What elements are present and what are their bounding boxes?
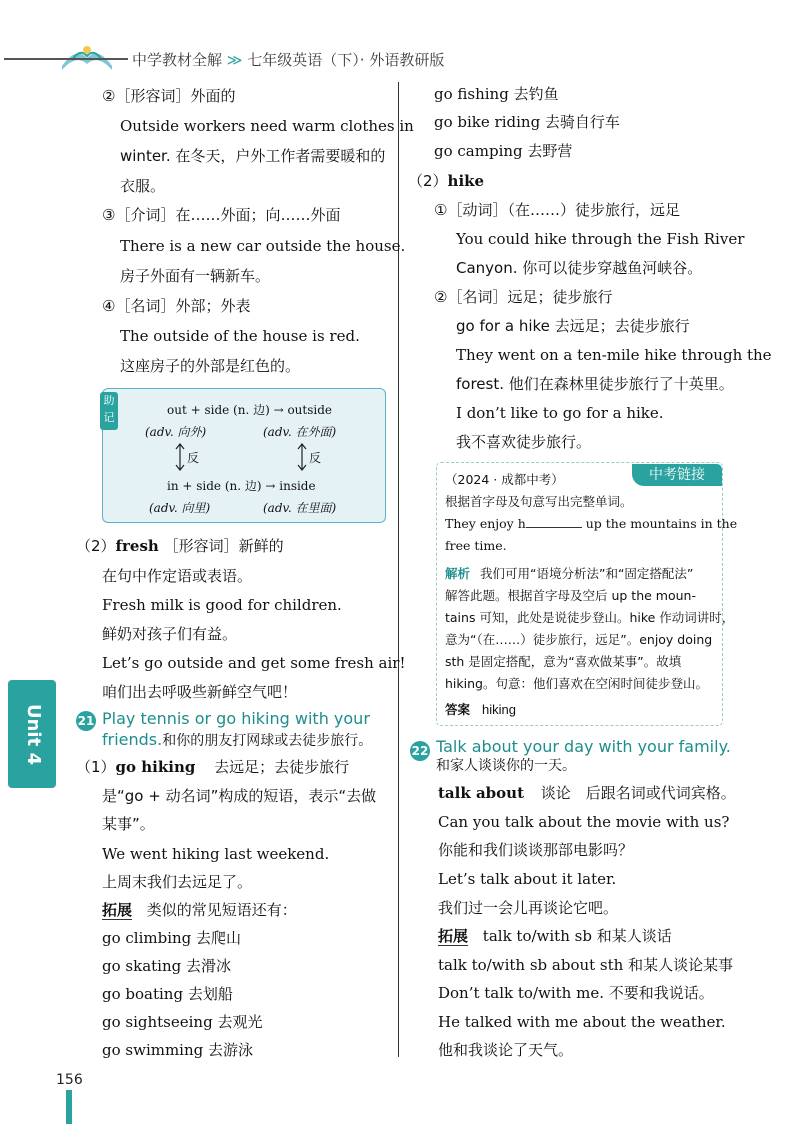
example-cn: forest. 他们在森林里徒步旅行了十英里。 bbox=[456, 375, 734, 393]
phrase-item: go sightseeing 去观光 bbox=[102, 1013, 263, 1031]
usage-note: 在句中作定语或表语。 bbox=[102, 567, 253, 585]
memo-row1-a: (adv. 向外) bbox=[145, 425, 207, 439]
example-en: I don’t like to go for a hike. bbox=[456, 404, 664, 422]
example-cn: 房子外面有一辆新车。 bbox=[120, 267, 271, 285]
extension-line: 拓展 talk to/with sb 和某人谈话 bbox=[438, 927, 672, 945]
example-cn: 我们过一会儿再谈论它吧。 bbox=[438, 899, 619, 917]
section-number-22: 22 bbox=[410, 741, 430, 761]
memory-aid-box bbox=[102, 388, 386, 523]
phrase-item: go bike riding 去骑自行车 bbox=[434, 113, 620, 131]
analysis-label: 解析 bbox=[445, 566, 471, 581]
exam-link-box bbox=[436, 462, 738, 726]
sense-2: ②［形容词］外面的 bbox=[102, 87, 236, 105]
section-21-heading: Play tennis or go hiking with your bbox=[102, 709, 370, 728]
example-cn: 上周末我们去远足了。 bbox=[102, 873, 253, 891]
example-cn: 鲜奶对孩子们有益。 bbox=[102, 625, 238, 643]
phrase-item: go camping 去野营 bbox=[434, 142, 573, 160]
example-en: They went on a ten-mile hike through the bbox=[456, 346, 772, 364]
analysis-line: 解答此题。根据首字母及空后 up the moun- bbox=[445, 588, 696, 603]
section-number-21: 21 bbox=[76, 711, 96, 731]
book-subtitle: 七年级英语（下）· 外语教研版 bbox=[247, 51, 445, 69]
header-title: 中学教材全解 ≫ 七年级英语（下）· 外语教研版 bbox=[132, 51, 445, 69]
memo-row2-a: (adv. 向里) bbox=[149, 501, 211, 515]
headword-fresh: fresh bbox=[115, 537, 159, 555]
example-cn: 咱们出去呼吸些新鲜空气吧！ bbox=[102, 683, 298, 701]
memo-row1: out + side (n. 边) → outside bbox=[167, 403, 333, 417]
headword-go-hiking: go hiking bbox=[115, 758, 196, 776]
headword-talk-about: talk about bbox=[438, 784, 525, 802]
extension-label: 拓展 bbox=[438, 927, 469, 945]
analysis-line: sth 是固定搭配，意为“喜欢做某事”。故填 bbox=[445, 654, 682, 669]
example-cn: 我不喜欢徒步旅行。 bbox=[456, 433, 592, 451]
extension-line: 拓展 类似的常见短语还有： bbox=[102, 901, 297, 919]
analysis-line: 解析 我们可用“语境分析法”和“固定搭配法” bbox=[445, 566, 694, 581]
example-en: Fresh milk is good for children. bbox=[102, 596, 342, 614]
example-en: He talked with me about the weather. bbox=[438, 1013, 726, 1031]
section-21-heading-cont: friends.和你的朋友打网球或去徒步旅行。 bbox=[102, 730, 373, 749]
book-title: 中学教材全解 bbox=[132, 51, 223, 69]
memo-row2-b: (adv. 在里面) bbox=[263, 501, 337, 515]
answer-value: hiking bbox=[482, 702, 516, 717]
unit-label: Unit 4 bbox=[23, 704, 44, 765]
memo-row1-b: (adv. 在外面) bbox=[263, 425, 337, 439]
memo-fan-2: 反 bbox=[309, 451, 322, 465]
phrase-item: go boating 去划船 bbox=[102, 985, 233, 1003]
example-en: The outside of the house is red. bbox=[120, 327, 360, 345]
example-cn: 他和我谈论了天气。 bbox=[438, 1041, 574, 1059]
example-en: Outside workers need warm clothes in bbox=[120, 117, 414, 135]
page-marker-bar bbox=[66, 1090, 72, 1124]
example-cn: winter. 在冬天，户外工作者需要暖和的 bbox=[120, 147, 386, 165]
phrase-item: go fishing 去钓鱼 bbox=[434, 85, 559, 103]
phrase: talk to/with sb about sth 和某人谈论某事 bbox=[438, 956, 734, 974]
memo-fan-1: 反 bbox=[187, 451, 200, 465]
answer-label: 答案 bbox=[445, 702, 471, 717]
example-en: Let’s talk about it later. bbox=[438, 870, 617, 888]
phrase: go for a hike 去远足；去徒步旅行 bbox=[456, 317, 690, 335]
exam-question-end: free time. bbox=[445, 538, 507, 553]
analysis-line: tains 可知，此处是说徒步登山。hike 作动词讲时， bbox=[445, 610, 735, 625]
entry-hike: （2）hike bbox=[408, 172, 485, 190]
example-en: Don’t talk to/with me. 不要和我说话。 bbox=[438, 984, 714, 1002]
entry-talk-about: talk about 谈论 后跟名词或代词宾格。 bbox=[438, 784, 736, 802]
example-cn: Canyon. 你可以徒步穿越鱼河峡谷。 bbox=[456, 259, 703, 277]
column-divider bbox=[398, 82, 399, 1057]
analysis-line: hiking。句意：他们喜欢在空闲时间徒步登山。 bbox=[445, 676, 708, 691]
entry-fresh: （2）fresh ［形容词］新鲜的 bbox=[76, 537, 284, 555]
example-cn: 这座房子的外部是红色的。 bbox=[120, 357, 301, 375]
entry-go-hiking: （1）go hiking 去远足；去徒步旅行 bbox=[76, 758, 350, 776]
example-en: You could hike through the Fish River bbox=[456, 230, 745, 248]
sense-1: ①［动词］（在……）徒步旅行，远足 bbox=[434, 201, 680, 219]
exam-badge: 中考链接 bbox=[632, 464, 722, 486]
sense-4: ④［名词］外部；外表 bbox=[102, 297, 251, 315]
headword-hike: hike bbox=[447, 172, 485, 190]
section-22-translation: 和家人谈谈你的一天。 bbox=[436, 758, 576, 774]
memo-tag: 助记 bbox=[100, 392, 118, 430]
example-en: Can you talk about the movie with us? bbox=[438, 813, 730, 831]
answer-line bbox=[445, 701, 516, 719]
usage-note: 是“go + 动名词”构成的短语，表示“去做 bbox=[102, 787, 377, 805]
example-cn: 你能和我们谈谈那部电影吗？ bbox=[438, 841, 634, 859]
double-arrow-icon bbox=[297, 443, 307, 471]
example-cn-end: 衣服。 bbox=[120, 177, 166, 195]
sense-3: ③［介词］在……外面；向……外面 bbox=[102, 206, 341, 224]
analysis-line: 意为“（在……）徒步旅行，远足”。enjoy doing bbox=[445, 632, 713, 647]
exam-source: （2024 · 成都中考） bbox=[445, 472, 564, 487]
usage-note-end: 某事”。 bbox=[102, 815, 155, 833]
answer-blank bbox=[526, 527, 582, 528]
example-en: There is a new car outside the house. bbox=[120, 237, 406, 255]
header-rule bbox=[4, 58, 128, 60]
exam-task: 根据首字母及句意写出完整单词。 bbox=[445, 494, 633, 509]
memo-row2: in + side (n. 边) → inside bbox=[167, 479, 316, 493]
book-logo-icon bbox=[58, 40, 116, 74]
section-22-heading: Talk about your day with your family. bbox=[436, 737, 731, 756]
exam-question: They enjoy h up the mountains in the bbox=[445, 516, 738, 531]
phrase-item: go skating 去滑冰 bbox=[102, 957, 231, 975]
phrase-item: go climbing 去爬山 bbox=[102, 929, 242, 947]
phrase-item: go swimming 去游泳 bbox=[102, 1041, 254, 1059]
example-en: Let’s go outside and get some fresh air! bbox=[102, 654, 406, 672]
example-en: We went hiking last weekend. bbox=[102, 845, 330, 863]
double-arrow-icon bbox=[175, 443, 185, 471]
extension-label: 拓展 bbox=[102, 901, 133, 919]
page-number: 156 bbox=[56, 1072, 83, 1088]
sense-2: ②［名词］远足；徒步旅行 bbox=[434, 288, 613, 306]
